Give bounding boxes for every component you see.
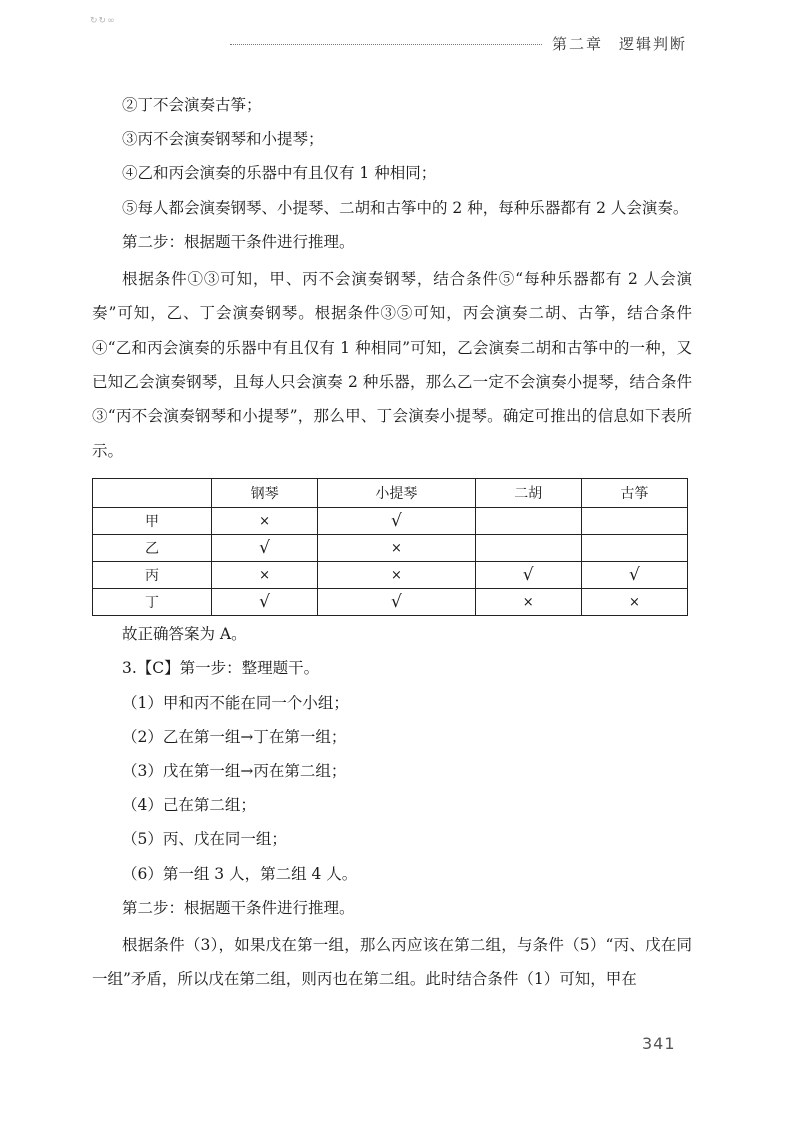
condition-2: ②丁不会演奏古筝； bbox=[122, 96, 262, 114]
table-cell: × bbox=[212, 562, 318, 589]
step-two-heading: 第二步：根据题干条件进行推理。 bbox=[122, 232, 355, 251]
table-cell: × bbox=[318, 535, 475, 562]
table-cell: × bbox=[581, 589, 687, 616]
table-cell: × bbox=[212, 508, 318, 535]
table-header-row bbox=[93, 479, 688, 508]
running-header bbox=[552, 33, 687, 54]
condition-5: ⑤每人都会演奏钢琴、小提琴、二胡和古筝中的 2 种，每种乐器都有 2 人会演奏。 bbox=[122, 198, 689, 217]
table-cell: √ bbox=[318, 589, 475, 616]
table-cell: √ bbox=[318, 508, 475, 535]
condition-3: ③丙不会演奏钢琴和小提琴； bbox=[122, 130, 324, 149]
header-divider bbox=[230, 44, 542, 45]
q3-condition-5: （5）丙、戊在同一组； bbox=[122, 830, 287, 849]
table-cell: × bbox=[318, 562, 475, 589]
table-row-label: 乙 bbox=[93, 535, 212, 562]
table-cell bbox=[581, 535, 687, 562]
table-header-cell: 钢琴 bbox=[212, 479, 318, 508]
page-content bbox=[92, 95, 692, 997]
table-row bbox=[93, 508, 688, 535]
table-header-cell: 古筝 bbox=[581, 479, 687, 508]
step-two-heading-2: 第二步：根据题干条件进行推理。 bbox=[122, 898, 355, 917]
table-row bbox=[93, 562, 688, 589]
table-row-label: 丙 bbox=[93, 562, 212, 589]
table-cell: √ bbox=[212, 589, 318, 616]
section-label: 逻辑判断 bbox=[619, 35, 688, 53]
q3-condition-3: （3）戊在第一组→丙在第二组； bbox=[122, 761, 347, 780]
q3-condition-4: （4）己在第二组； bbox=[122, 796, 256, 815]
table-cell: √ bbox=[581, 562, 687, 589]
table-row-label: 甲 bbox=[93, 508, 212, 535]
table-row bbox=[93, 535, 688, 562]
table-header-cell bbox=[93, 479, 212, 508]
instrument-table bbox=[92, 478, 688, 616]
q3-condition-2: （2）乙在第一组→丁在第一组； bbox=[122, 727, 347, 746]
q3-condition-1: （1）甲和丙不能在同一个小组； bbox=[122, 693, 349, 712]
table-row bbox=[93, 589, 688, 616]
table-cell: × bbox=[475, 589, 581, 616]
table-cell bbox=[475, 535, 581, 562]
table-cell: √ bbox=[212, 535, 318, 562]
page-number: 341 bbox=[642, 1034, 676, 1053]
q3-condition-6: （6）第一组 3 人，第二组 4 人。 bbox=[122, 864, 358, 883]
chapter-label: 第二章 bbox=[552, 35, 604, 53]
table-cell bbox=[581, 508, 687, 535]
table-header-cell: 二胡 bbox=[475, 479, 581, 508]
table-row-label: 丁 bbox=[93, 589, 212, 616]
answer-line: 故正确答案为 A。 bbox=[122, 625, 247, 644]
question-3-heading: 3.【C】第一步：整理题干。 bbox=[122, 659, 320, 678]
corner-mark: ↻↻∞ bbox=[90, 16, 116, 26]
table-header-cell: 小提琴 bbox=[318, 479, 475, 508]
reasoning-paragraph: 根据条件①③可知，甲、丙不会演奏钢琴，结合条件⑤“每种乐器都有 2 人会演奏”可知，乙、丁会演奏钢琴。根据条件③⑤可知，丙会演奏二胡、古筝，结合条件④“乙和丙会演奏的乐器中有且仅有 1 种相同”可知，乙会演奏二胡和古筝中的一种，又已知乙会演奏钢琴，且每人只会演奏 2 种乐器，那么乙一定不会演奏小提琴，结合条件③“丙不会演奏钢琴和小提琴”，那么甲、丁会演奏小提琴。确定可推出的信息如下表所示。 bbox=[92, 269, 692, 460]
table-cell: √ bbox=[475, 562, 581, 589]
condition-4: ④乙和丙会演奏的乐器中有且仅有 1 种相同； bbox=[122, 164, 437, 183]
table-cell bbox=[475, 508, 581, 535]
reasoning-paragraph-2: 根据条件（3），如果戊在第一组，那么丙应该在第二组，与条件（5）“丙、戊在同一组”矛盾，所以戊在第二组，则丙也在第二组。此时结合条件（1）可知，甲在 bbox=[92, 935, 692, 989]
